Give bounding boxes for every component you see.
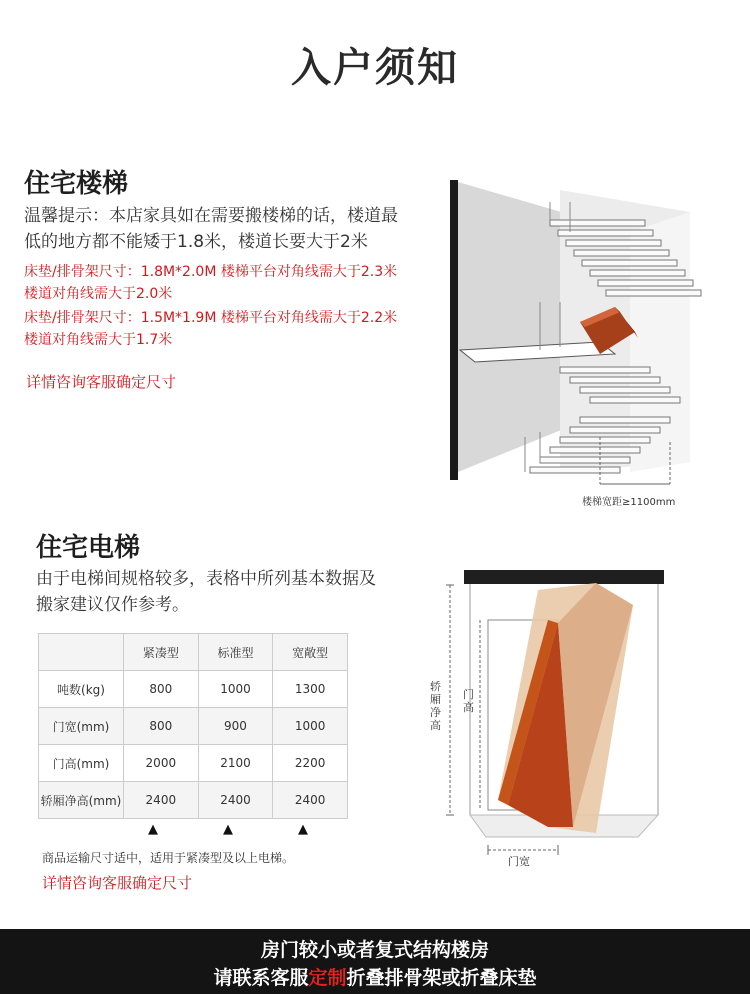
table-row-header: 门宽(mm) xyxy=(39,708,124,745)
table-cell: 2400 xyxy=(198,782,273,819)
stairs-spec-2-line-2: 楼道对角线需大于1.7米 xyxy=(24,332,173,348)
banner-line-2-suffix: 折叠排骨架或折叠床垫 xyxy=(346,967,537,989)
table-row xyxy=(39,671,348,708)
banner-highlight: 定制 xyxy=(308,967,347,989)
table-cell: 900 xyxy=(198,708,273,745)
banner-line-1: 房门较小或者复式结构楼房 xyxy=(260,939,489,961)
door-width-label: 门宽 xyxy=(508,855,530,868)
table-header-cell: 宽敞型 xyxy=(273,634,348,671)
elevator-note: 商品运输尺寸适中，适用于紧凑型及以上电梯。 xyxy=(42,851,295,865)
table-cell: 800 xyxy=(124,671,199,708)
elevator-intro: 由于电梯间规格较多，表格中所列基本数据及搬家建议仅作参考。 xyxy=(36,569,376,615)
suitable-marker-standard: ▲ xyxy=(223,822,233,837)
table-cell: 2000 xyxy=(124,745,199,782)
stair-width-label: 楼梯宽距≥1100mm xyxy=(582,497,676,508)
stairs-contact-link[interactable]: 详情咨询客服确定尺寸 xyxy=(26,373,177,391)
stairs-spec-1 xyxy=(24,261,434,305)
staircase-illustration xyxy=(440,172,740,512)
table-cell: 2400 xyxy=(124,782,199,819)
table-row xyxy=(39,782,348,819)
page-title: 入户须知 xyxy=(291,45,459,91)
suitable-marker-compact: ▲ xyxy=(148,822,158,837)
table-cell: 1300 xyxy=(273,671,348,708)
stairs-tip: 温馨提示：本店家具如在需要搬楼梯的话，楼道最低的地方都不能矮于1.8米，楼道长要大于2米 xyxy=(24,206,398,252)
stairs-spec-2-line-1: 床垫/排骨架尺寸：1.5M*1.9M 楼梯平台对角线需大于2.2米 xyxy=(24,310,398,326)
table-cell: 800 xyxy=(124,708,199,745)
elevator-contact-link[interactable]: 详情咨询客服确定尺寸 xyxy=(42,874,193,892)
table-row-header: 轿厢净高(mm) xyxy=(39,782,124,819)
stairs-spec-2 xyxy=(24,307,434,351)
stairs-heading: 住宅楼梯 xyxy=(24,169,129,199)
table-cell: 2100 xyxy=(198,745,273,782)
table-header-row xyxy=(39,634,348,671)
stairs-spec-1-line-2: 楼道对角线需大于2.0米 xyxy=(24,286,173,302)
custom-order-banner xyxy=(0,929,750,994)
stairs-spec-1-line-1: 床垫/排骨架尺寸：1.8M*2.0M 楼梯平台对角线需大于2.3米 xyxy=(24,264,398,280)
table-row-header: 门高(mm) xyxy=(39,745,124,782)
table-cell: 1000 xyxy=(198,671,273,708)
table-cell: 2200 xyxy=(273,745,348,782)
suitable-marker-spacious: ▲ xyxy=(298,822,308,837)
cabin-height-label: 轿厢净高 xyxy=(430,680,441,732)
table-header-cell xyxy=(39,634,124,671)
banner-line-2-prefix: 请联系客服 xyxy=(213,967,309,989)
table-cell: 1000 xyxy=(273,708,348,745)
elevator-illustration xyxy=(428,565,668,870)
door-height-label: 门高 xyxy=(463,688,474,714)
table-header-cell: 紧凑型 xyxy=(124,634,199,671)
table-row-header: 吨数(kg) xyxy=(39,671,124,708)
table-header-cell: 标准型 xyxy=(198,634,273,671)
elevator-heading: 住宅电梯 xyxy=(36,533,141,563)
table-row xyxy=(39,708,348,745)
table-row xyxy=(39,745,348,782)
banner-line-2 xyxy=(0,963,750,990)
elevator-spec-table xyxy=(38,633,348,819)
table-cell: 2400 xyxy=(273,782,348,819)
